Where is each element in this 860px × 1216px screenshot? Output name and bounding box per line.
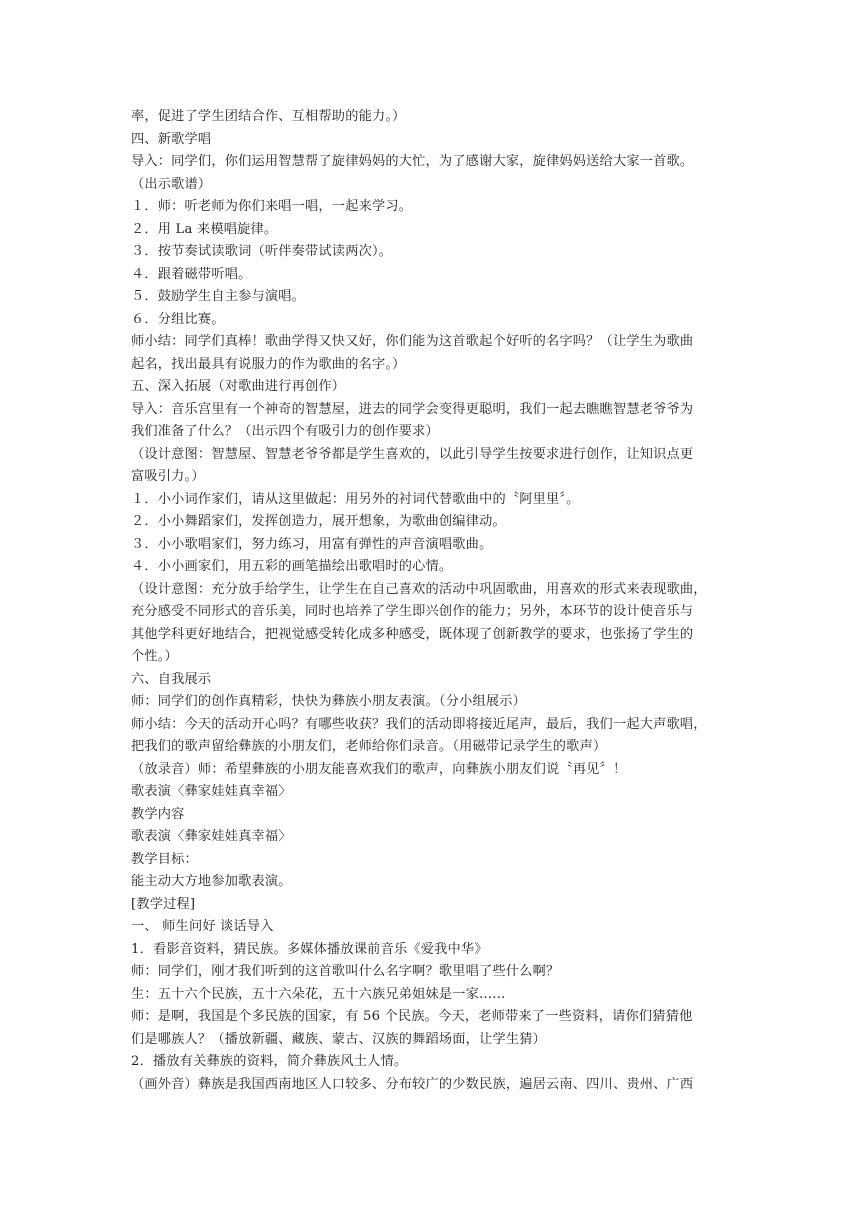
text-line: 我们准备了什么？（出示四个有吸引力的创作要求） xyxy=(131,424,439,439)
section-heading: 五、深入拓展（对歌曲进行再创作） xyxy=(131,379,346,394)
text-line: 个性。） xyxy=(131,649,178,664)
text-line: 富吸引力。） xyxy=(131,469,205,484)
text-line: 导入：同学们，你们运用智慧帮了旋律妈妈的大忙，为了感谢大家，旋律妈妈送给大家一首歌。 xyxy=(131,154,694,169)
text-line: 生：五十六个民族，五十六朵花，五十六族兄弟姐妹是一家...... xyxy=(131,986,506,1002)
list-item: 2．播放有关彝族的资料，简介彝族风土人情。 xyxy=(131,1054,408,1069)
list-item: ６．分组比赛。 xyxy=(131,311,225,327)
text-line: （出示歌谱） xyxy=(131,176,212,192)
list-item: １．师：听老师为你们来唱一唱，一起来学习。 xyxy=(131,199,413,214)
text-line: 师小结：今天的活动开心吗？有哪些收获？我们的活动即将接近尾声，最后，我们一起大声歌唱， xyxy=(131,716,707,732)
text-line: 师：同学们，刚才我们听到的这首歌叫什么名字啊？歌里唱了些什么啊？ xyxy=(131,964,560,979)
text-line: 师小结：同学们真棒！歌曲学得又快又好，你们能为这首歌起个好听的名字吗？（让学生为歌曲 xyxy=(131,334,694,349)
text-line: [教学过程] xyxy=(131,896,196,912)
text-line: 把我们的歌声留给彝族的小朋友们，老师给你们录音。（用磁带记录学生的歌声） xyxy=(131,739,607,754)
list-item: 1．看影音资料，猜民族。多媒体播放课前音乐《爱我中华》 xyxy=(131,941,488,957)
list-item: ２．小小舞蹈家们，发挥创造力，展开想象，为歌曲创编律动。 xyxy=(131,514,506,529)
text-line: 师：是啊，我国是个多民族的国家，有 56 个民族。今天，老师带来了一些资料，请你们猜猜他 xyxy=(131,1009,693,1024)
text-line: 师：同学们的创作真精彩，快快为彝族小朋友表演。（分小组展示） xyxy=(131,694,527,709)
list-item: ３．按节奏试读歌词（听伴奏带试读两次）。 xyxy=(131,244,393,259)
list-item: ４．小小画家们，用五彩的画笔描绘出歌唱时的心情。 xyxy=(131,559,453,574)
section-heading: 四、新歌学唱 xyxy=(131,131,212,147)
text-line: （放录音）师：希望彝族的小朋友能喜欢我们的歌声，向彝族小朋友们说〝再见〞！ xyxy=(131,761,627,777)
text-line: （设计意图：智慧屋、智慧老爷爷都是学生喜欢的，以此引导学生按要求进行创作，让知识点更 xyxy=(131,446,694,462)
text-line: 率，促进了学生团结合作、互相帮助的能力。） xyxy=(131,109,406,124)
text-line: （画外音）彝族是我国西南地区人口较多、分布较广的少数民族，遍居云南、四川、贵州、广西 xyxy=(131,1076,694,1092)
text-line: 其他学科更好地结合，把视觉感受转化成多种感受，既体现了创新教学的要求，也张扬了学生的 xyxy=(131,626,694,642)
text-line: 歌表演〈彝家娃娃真幸福〉 xyxy=(131,784,292,799)
text-line: 歌表演〈彝家娃娃真幸福〉 xyxy=(131,829,292,844)
text-line: 教学内容 xyxy=(131,806,185,822)
list-item: ４．跟着磁带听唱。 xyxy=(131,266,252,282)
section-heading: 一、 师生问好 谈话导入 xyxy=(131,919,274,934)
list-item: １．小小词作家们，请从这里做起：用另外的衬词代替歌曲中的〝阿里里〞。 xyxy=(131,491,580,507)
document-body xyxy=(131,106,731,1096)
text-line: 起名，找出最具有说服力的作为歌曲的名字。） xyxy=(131,356,406,372)
text-line: 们是哪族人？（播放新疆、藏族、蒙古、汉族的舞蹈场面，让学生猜） xyxy=(131,1031,547,1047)
list-item: ３．小小歌唱家们，努力练习，用富有弹性的声音演唱歌曲。 xyxy=(131,536,493,552)
list-item: ５．鼓励学生自主参与演唱。 xyxy=(131,289,306,304)
list-item: ２．用 La 来模唱旋律。 xyxy=(131,221,278,237)
text-line: 充分感受不同形式的音乐美，同时也培养了学生即兴创作的能力；另外，本环节的设计使音乐与 xyxy=(131,604,694,619)
text-line: 导入：音乐宫里有一个神奇的智慧屋，进去的同学会变得更聪明，我们一起去瞧瞧智慧老爷爷为 xyxy=(131,401,694,417)
text-line: 能主动大方地参加歌表演。 xyxy=(131,874,292,889)
section-heading: 六、自我展示 xyxy=(131,671,212,687)
text-line: （设计意图：充分放手给学生，让学生在自己喜欢的活动中巩固歌曲，用喜欢的形式来表现歌曲， xyxy=(131,581,707,597)
text-line: 教学目标： xyxy=(131,851,198,867)
